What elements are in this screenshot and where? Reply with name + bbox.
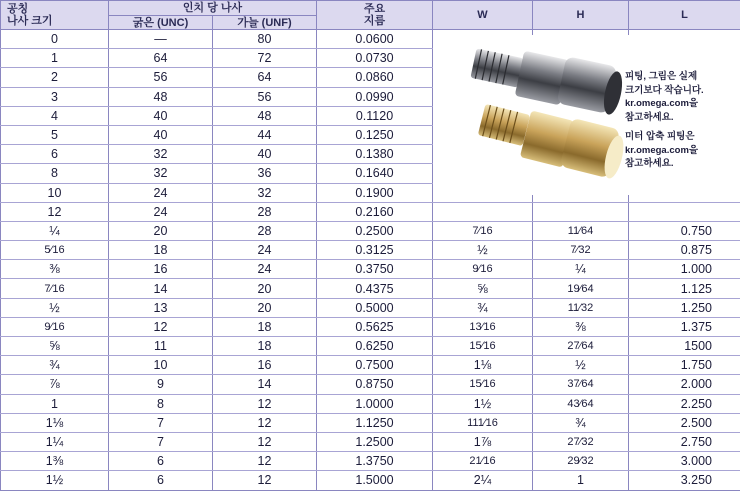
cell-unf: 24 (213, 241, 317, 260)
cell-h: ⅜ (533, 317, 629, 336)
cell-w: 13⁄16 (433, 317, 533, 336)
cell-unc: 6 (109, 452, 213, 471)
cell-w: 1⅞ (433, 432, 533, 451)
cell-size: 9⁄16 (1, 317, 109, 336)
cell-h: 29⁄32 (533, 452, 629, 471)
cell-unf: 24 (213, 260, 317, 279)
cell-h: 27⁄64 (533, 337, 629, 356)
cell-unf: 12 (213, 413, 317, 432)
cell-size: 1⅛ (1, 413, 109, 432)
cell-size: 0 (1, 30, 109, 49)
cell-unf: 20 (213, 279, 317, 298)
cell-unc: 7 (109, 432, 213, 451)
cell-diameter: 1.0000 (317, 394, 433, 413)
cell-unc: 8 (109, 394, 213, 413)
cell-diameter: 0.5000 (317, 298, 433, 317)
cell-l: 1500 (629, 337, 740, 356)
metric-note (625, 130, 698, 171)
cell-size: 1 (1, 49, 109, 68)
cell-unf: 64 (213, 68, 317, 87)
cell-w: 9⁄16 (433, 260, 533, 279)
note1-line2: 크기보다 작습니다. (625, 84, 704, 98)
header-tolerance-line1: 공칭 (7, 3, 108, 15)
cell-unf: 12 (213, 394, 317, 413)
table-row (1, 375, 740, 394)
cell-diameter: 0.1120 (317, 106, 433, 125)
cell-unc: 14 (109, 279, 213, 298)
cell-size: 3 (1, 87, 109, 106)
cell-l: 1.125 (629, 279, 740, 298)
cell-h: 11⁄64 (533, 221, 629, 240)
cell-diameter: 0.6250 (317, 337, 433, 356)
cell-unf: 28 (213, 202, 317, 221)
cell-size: 1⅜ (1, 452, 109, 471)
cell-w (433, 202, 533, 221)
table-row (1, 298, 740, 317)
cell-unc: 20 (109, 221, 213, 240)
cell-size: 2 (1, 68, 109, 87)
note2-line1: 미터 압축 피팅은 (625, 130, 698, 144)
cell-w: ¾ (433, 298, 533, 317)
cell-size: 1½ (1, 471, 109, 490)
cell-unc: 18 (109, 241, 213, 260)
cell-w: 2¼ (433, 471, 533, 490)
table-row (1, 317, 740, 336)
cell-l: 2.750 (629, 432, 740, 451)
cell-size: ⅜ (1, 260, 109, 279)
cell-diameter: 1.3750 (317, 452, 433, 471)
cell-unf: 20 (213, 298, 317, 317)
cell-l: 2.250 (629, 394, 740, 413)
cell-unc: 12 (109, 317, 213, 336)
cell-diameter: 0.0990 (317, 87, 433, 106)
cell-size: 12 (1, 202, 109, 221)
cell-w: 1⅛ (433, 356, 533, 375)
note2-line2: kr.omega.com을 (625, 144, 698, 158)
cell-diameter: 0.8750 (317, 375, 433, 394)
cell-unc: 16 (109, 260, 213, 279)
cell-l: 1.250 (629, 298, 740, 317)
table-row (1, 394, 740, 413)
cell-diameter: 0.1640 (317, 164, 433, 183)
cell-diameter: 0.1380 (317, 145, 433, 164)
cell-h: 27⁄32 (533, 432, 629, 451)
cell-unf: 72 (213, 49, 317, 68)
note2-line3: 참고하세요. (625, 157, 698, 171)
table-row (1, 413, 740, 432)
cell-diameter: 0.0730 (317, 49, 433, 68)
cell-size: ¾ (1, 356, 109, 375)
header-tolerance (1, 1, 109, 30)
cell-size: 6 (1, 145, 109, 164)
cell-h: 7⁄32 (533, 241, 629, 260)
cell-unc: 7 (109, 413, 213, 432)
cell-size: ⅞ (1, 375, 109, 394)
cell-diameter: 1.2500 (317, 432, 433, 451)
table-row (1, 432, 740, 451)
cell-l: 1.000 (629, 260, 740, 279)
table-row (1, 221, 740, 240)
cell-l: 2.500 (629, 413, 740, 432)
cell-unf: 44 (213, 125, 317, 144)
note1-line3: kr.omega.com을 (625, 97, 704, 111)
cell-l: 0.875 (629, 241, 740, 260)
cell-diameter: 0.7500 (317, 356, 433, 375)
cell-h: ¼ (533, 260, 629, 279)
cell-w: ½ (433, 241, 533, 260)
cell-h: 37⁄64 (533, 375, 629, 394)
cell-l: 3.250 (629, 471, 740, 490)
cell-diameter: 0.4375 (317, 279, 433, 298)
cell-unc: 64 (109, 49, 213, 68)
cell-unf: 12 (213, 432, 317, 451)
cell-unf: 18 (213, 317, 317, 336)
cell-diameter: 0.0860 (317, 68, 433, 87)
cell-diameter: 0.1250 (317, 125, 433, 144)
header-h: H (533, 1, 629, 30)
cell-l: 1.750 (629, 356, 740, 375)
cell-w: 1½ (433, 394, 533, 413)
cell-h: ½ (533, 356, 629, 375)
cell-unc: 24 (109, 202, 213, 221)
cell-h: 11⁄32 (533, 298, 629, 317)
size-note (625, 70, 704, 124)
cell-unc: 40 (109, 106, 213, 125)
cell-l (629, 202, 740, 221)
fittings-image (433, 35, 633, 195)
cell-h: 19⁄64 (533, 279, 629, 298)
cell-unf: 48 (213, 106, 317, 125)
header-threads-per-inch: 인치 당 나사 (109, 1, 317, 16)
cell-l: 2.000 (629, 375, 740, 394)
cell-diameter: 0.2500 (317, 221, 433, 240)
cell-size: 10 (1, 183, 109, 202)
cell-w: 15⁄16 (433, 375, 533, 394)
cell-size: 7⁄16 (1, 279, 109, 298)
cell-diameter: 0.3125 (317, 241, 433, 260)
table-row (1, 337, 740, 356)
table-row (1, 202, 740, 221)
cell-unc: 56 (109, 68, 213, 87)
table-row (1, 279, 740, 298)
cell-w: 21⁄16 (433, 452, 533, 471)
table-row (1, 241, 740, 260)
cell-h: ¾ (533, 413, 629, 432)
table-row (1, 471, 740, 490)
cell-size: ¼ (1, 221, 109, 240)
cell-unc: 32 (109, 164, 213, 183)
cell-size: 1¼ (1, 432, 109, 451)
cell-unf: 12 (213, 471, 317, 490)
cell-diameter: 0.3750 (317, 260, 433, 279)
cell-w: 111⁄16 (433, 413, 533, 432)
header-major-line2: 지름 (317, 15, 432, 27)
table-row (1, 260, 740, 279)
cell-unc: 11 (109, 337, 213, 356)
cell-unc: 9 (109, 375, 213, 394)
cell-diameter: 0.1900 (317, 183, 433, 202)
cell-w: 7⁄16 (433, 221, 533, 240)
cell-unf: 18 (213, 337, 317, 356)
cell-unc: 13 (109, 298, 213, 317)
cell-unf: 36 (213, 164, 317, 183)
brass-fitting-icon (478, 104, 627, 180)
cell-unc: 6 (109, 471, 213, 490)
cell-size: 8 (1, 164, 109, 183)
cell-unf: 56 (213, 87, 317, 106)
cell-size: 5 (1, 125, 109, 144)
cell-w: ⅝ (433, 279, 533, 298)
table-row (1, 452, 740, 471)
cell-unf: 16 (213, 356, 317, 375)
cell-h (533, 202, 629, 221)
header-l: L (629, 1, 740, 30)
cell-unf: 14 (213, 375, 317, 394)
cell-unf: 40 (213, 145, 317, 164)
cell-unf: 32 (213, 183, 317, 202)
cell-l: 1.375 (629, 317, 740, 336)
cell-h: 1 (533, 471, 629, 490)
cell-diameter: 0.5625 (317, 317, 433, 336)
cell-unc: 10 (109, 356, 213, 375)
header-tolerance-line2: 나사 크기 (7, 15, 108, 27)
cell-size: 4 (1, 106, 109, 125)
table-row (1, 356, 740, 375)
cell-unc: 32 (109, 145, 213, 164)
cell-size: ½ (1, 298, 109, 317)
cell-unf: 80 (213, 30, 317, 49)
header-major-diameter (317, 1, 433, 30)
cell-l: 0.750 (629, 221, 740, 240)
cell-diameter: 0.2160 (317, 202, 433, 221)
cell-unf: 28 (213, 221, 317, 240)
cell-h: 43⁄64 (533, 394, 629, 413)
header-unf: 가늘 (UNF) (213, 16, 317, 30)
cell-unc: 48 (109, 87, 213, 106)
cell-unc: — (109, 30, 213, 49)
cell-size: ⅝ (1, 337, 109, 356)
header-w: W (433, 1, 533, 30)
header-unc: 굵은 (UNC) (109, 16, 213, 30)
cell-diameter: 0.0600 (317, 30, 433, 49)
cell-unc: 24 (109, 183, 213, 202)
cell-diameter: 1.1250 (317, 413, 433, 432)
note1-line1: 피팅, 그림은 실제 (625, 70, 704, 84)
cell-w: 15⁄16 (433, 337, 533, 356)
cell-unf: 12 (213, 452, 317, 471)
cell-diameter: 1.5000 (317, 471, 433, 490)
cell-size: 1 (1, 394, 109, 413)
cell-unc: 40 (109, 125, 213, 144)
header-major-line1: 주요 (317, 3, 432, 15)
cell-l: 3.000 (629, 452, 740, 471)
note1-line4: 참고하세요. (625, 111, 704, 125)
cell-size: 5⁄16 (1, 241, 109, 260)
